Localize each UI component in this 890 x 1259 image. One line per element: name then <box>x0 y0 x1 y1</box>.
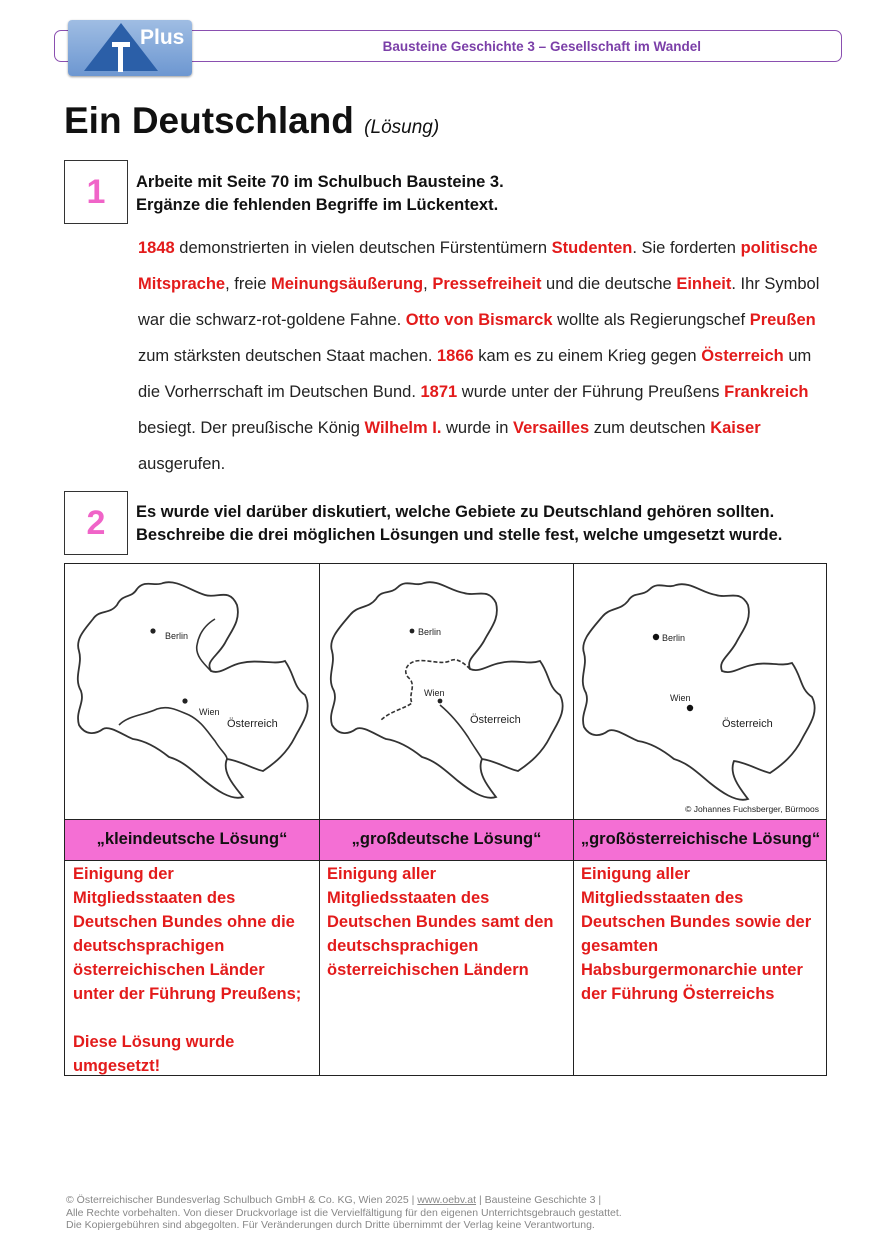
cloze-segment: , <box>423 275 433 293</box>
map-copyright: © Johannes Fuchsberger, Bürmoos <box>685 804 819 814</box>
map1-label-berlin: Berlin <box>165 631 189 641</box>
map-grossoesterreichisch <box>574 565 827 818</box>
heading-grossoesterreichisch: „großösterreichische Lösung“ <box>580 830 821 848</box>
solutions-table <box>64 563 827 1076</box>
map3-label-wien: Wien <box>670 693 691 703</box>
table-divider <box>65 860 826 861</box>
cloze-segment: und die deutsche <box>541 275 677 293</box>
cloze-segment: demonstrierten in vielen deutschen Fürstentümern <box>174 239 552 257</box>
cloze-answer: Studenten <box>551 239 633 257</box>
cloze-text <box>138 230 828 482</box>
map1-label-wien: Wien <box>199 707 220 717</box>
task1-instruction-line2: Ergänze die fehlenden Begriffe im Lückentext. <box>136 196 499 214</box>
series-title: Bausteine Geschichte 3 – Gesellschaft im Wandel <box>382 39 701 54</box>
answer-kleindeutsch: Einigung der Mitgliedsstaaten des Deutschen Bundes ohne die deutschsprachigen österreichischen Länder unter der Führung Preußens; Diese Lösung wurde umgesetzt! <box>73 865 302 1075</box>
footer-line2: Alle Rechte vorbehalten. Von dieser Druckvorlage ist die Vervielfältigung für den eigenen Unterrichtsgebrauch gestattet. <box>66 1206 622 1219</box>
map2-label-berlin: Berlin <box>418 627 442 637</box>
footer-line3: Die Kopiergebühren sind abgegolten. Für Veränderungen durch Dritte übernimmt der Verlag keine Verantwortung. <box>66 1219 595 1231</box>
cloze-segment: besiegt. Der preußische König <box>138 419 365 437</box>
cloze-answer: Preußen <box>749 311 816 329</box>
plus-logo <box>68 20 192 76</box>
footer: © Österreichischer Bundesverlag Schulbuch GmbH & Co. KG, Wien 2025 | www.oebv.at | Bausteine Geschichte 3 | Alle Rechte vorbehalten. Von dieser Druckvorlage ist die Vervielfältigung für den eigenen Unterrichtsgebrauch gestattet. Die Kopiergebühren sind abgegolten. Für Veränderungen durch Dritte übernimmt der Verlag keine Verantwortung. <box>66 1194 622 1231</box>
cloze-answer: Meinungsäußerung <box>270 275 424 293</box>
task2-instruction-line2: Beschreibe die drei möglichen Lösungen und stelle fest, welche umgesetzt wurde. <box>136 526 783 544</box>
cloze-segment: zum stärksten deutschen Staat machen. <box>138 347 437 365</box>
map-kleindeutsch <box>65 565 319 818</box>
cloze-segment: . Ihr Symbol war die schwarz-rot-goldene Fahne. <box>138 275 820 329</box>
cloze-segment: wurde in <box>441 419 513 437</box>
answer-grossdeutsch: Einigung aller Mitgliedsstaaten des Deutschen Bundes samt den deutschsprachigen österreichischen Ländern <box>327 865 554 979</box>
page-subtitle: (Lösung) <box>364 117 440 138</box>
cloze-answer: Österreich <box>701 347 784 365</box>
cloze-answer: Versailles <box>512 419 590 437</box>
cloze-answer: Pressefreiheit <box>432 275 542 293</box>
cloze-answer: Frankreich <box>724 383 809 401</box>
map3-label-oesterreich: Österreich <box>722 718 773 730</box>
publisher-link[interactable]: www.oebv.at <box>417 1194 477 1206</box>
map2-label-oesterreich: Österreich <box>470 714 521 726</box>
task1-instruction-line1: Arbeite mit Seite 70 im Schulbuch Bausteine 3. <box>136 173 504 191</box>
cloze-segment: , freie <box>225 275 271 293</box>
heading-kleindeutsch: „kleindeutsche Lösung“ <box>96 830 288 848</box>
map-grossdeutsch <box>320 565 573 818</box>
cloze-answer: Einheit <box>676 275 732 293</box>
cloze-answer: Kaiser <box>710 419 761 437</box>
task1-number: 1 <box>64 160 128 224</box>
cloze-segment: ausgerufen. <box>138 455 226 473</box>
map1-label-oesterreich: Österreich <box>227 718 278 730</box>
cloze-answer: 1866 <box>437 347 474 365</box>
cloze-segment: zum deutschen <box>589 419 711 437</box>
cloze-answer: Otto von Bismarck <box>405 311 553 329</box>
answer-grossoesterreichisch: Einigung aller Mitgliedsstaaten des Deutschen Bundes sowie der gesamten Habsburgermonarchie unter der Führung Österreichs <box>581 865 812 1003</box>
cloze-segment: wollte als Regierungschef <box>552 311 750 329</box>
map3-label-berlin: Berlin <box>662 633 686 643</box>
cloze-answer: politische Mitsprache <box>138 239 818 293</box>
cloze-answer: 1871 <box>420 383 458 401</box>
cloze-segment: um die Vorherrschaft im Deutschen Bund. <box>138 347 812 401</box>
task1-instruction <box>136 171 504 217</box>
heading-grossdeutsch: „großdeutsche Lösung“ <box>351 830 542 848</box>
page-title-text: Ein Deutschland <box>64 100 354 141</box>
cloze-segment: wurde unter der Führung Preußens <box>457 383 725 401</box>
task2-instruction <box>136 501 782 547</box>
map2-label-wien: Wien <box>424 688 445 698</box>
cloze-segment: kam es zu einem Krieg gegen <box>473 347 702 365</box>
task2-number: 2 <box>64 491 128 555</box>
task2-instruction-line1: Es wurde viel darüber diskutiert, welche Gebiete zu Deutschland gehören sollten. <box>136 503 775 521</box>
page-title <box>64 100 439 142</box>
logo-text: Plus <box>140 26 185 49</box>
cloze-answer: Wilhelm I. <box>364 419 442 437</box>
cloze-segment: . Sie forderten <box>632 239 741 257</box>
cloze-answer: 1848 <box>138 239 175 257</box>
